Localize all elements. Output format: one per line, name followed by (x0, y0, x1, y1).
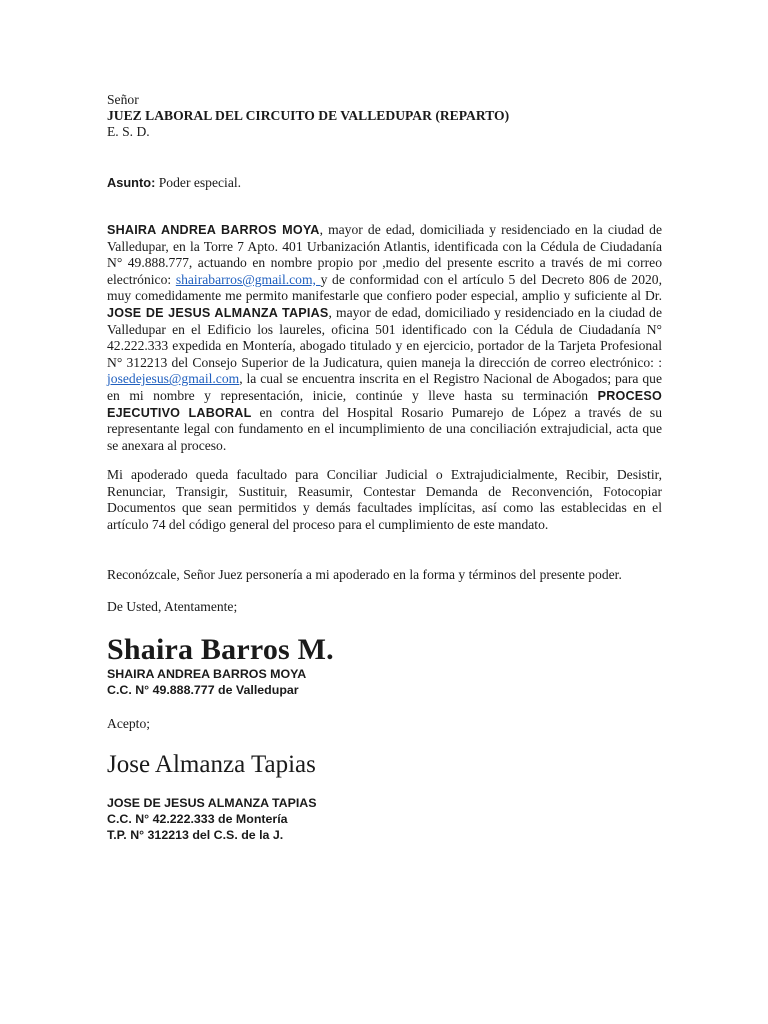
letter-header (107, 92, 662, 140)
addressee: JUEZ LABORAL DEL CIRCUITO DE VALLEDUPAR (REPARTO) (107, 108, 510, 123)
process-name: PROCESO EJECUTIVO LABORAL (107, 388, 662, 420)
attorney-signature-block (107, 795, 662, 843)
grantor-signature-id: C.C. N° 49.888.777 de Valledupar (107, 683, 299, 697)
p1-text-2: y de conformidad con el artículo 5 del Decreto 806 de 2020, muy comedidamente me permito manifestarle que confiero poder especial, amplio y suficiente al Dr. (107, 271, 662, 304)
grantor-name: SHAIRA ANDREA BARROS MOYA (107, 223, 320, 237)
p1-text-5: en contra del Hospital Rosario Pumarejo de López a través de su representante legal con fundamento en el incumplimiento de una conciliación extrajudicial, acta que se anexara al proceso. (107, 404, 662, 453)
accept-label: Acepto; (107, 716, 151, 731)
attorney-name: JOSE DE JESUS ALMANZA TAPIAS (107, 305, 329, 320)
subject-label: Asunto: (107, 175, 156, 190)
grantor-signature: Shaira Barros M. (107, 633, 334, 666)
attorney-email-link[interactable]: josedejesus@gmail.com (107, 371, 240, 387)
attorney-signature-id: C.C. N° 42.222.333 de Montería (107, 812, 288, 826)
attorney-signature-tp: T.P. N° 312213 del C.S. de la J. (107, 828, 284, 842)
body-paragraph-3: Reconózcale, Señor Juez personería a mi apoderado en la forma y términos del presente poder. (107, 567, 622, 582)
p1-text-4: , la cual se encuentra inscrita en el Registro Nacional de Abogados; para que en mi nombre y representación, inicie, continúe y lleve hasta su terminación (107, 371, 662, 403)
p1-text-1: , mayor de edad, domiciliada y residenciado en la ciudad de Valledupar, en la Torre 7 Apto. 401 Urbanización Atlantis, identificada con la Cédula de Ciudadanía N° 49.888.777, actuando en nombre propio por ,medio del presente escrito a través de mi correo electrónico: (107, 222, 662, 287)
attorney-signature-name: JOSE DE JESUS ALMANZA TAPIAS (107, 796, 317, 810)
grantor-signature-name: SHAIRA ANDREA BARROS MOYA (107, 667, 307, 681)
grantor-signature-block (107, 666, 662, 698)
body-paragraph-1 (107, 222, 662, 454)
esd-line: E. S. D. (107, 124, 150, 139)
attorney-signature: Jose Almanza Tapias (107, 751, 316, 778)
grantor-email-link[interactable]: shairabarros@gmail.com, (175, 271, 321, 287)
subject-line (107, 175, 662, 191)
salutation: Señor (107, 92, 139, 107)
closing-line: De Usted, Atentamente; (107, 599, 238, 614)
subject-text: Poder especial. (158, 175, 242, 190)
body-paragraph-2: Mi apoderado queda facultado para Conciliar Judicial o Extrajudicialmente, Recibir, Desistir, Renunciar, Transigir, Sustituir, Reasumir, Contestar Demanda de Reconvención, Fotocopiar Documentos que sean permitidos y demás facultades implícitas, así como las establecidas en el artículo 74 del código general del proceso para el cumplimiento de este mandato. (107, 467, 662, 532)
p1-text-3: , mayor de edad, domiciliado y residenciado en la ciudad de Valledupar en el Edificio los laureles, oficina 501 identificado con la Cédula de Ciudadanía N° 42.222.333 expedida en Montería, abogado titulado y en ejercicio, portador de la Tarjeta Profesional N° 312213 del Consejo Superior de la Judicatura, quien maneja la dirección de correo electrónico: : (107, 304, 662, 370)
